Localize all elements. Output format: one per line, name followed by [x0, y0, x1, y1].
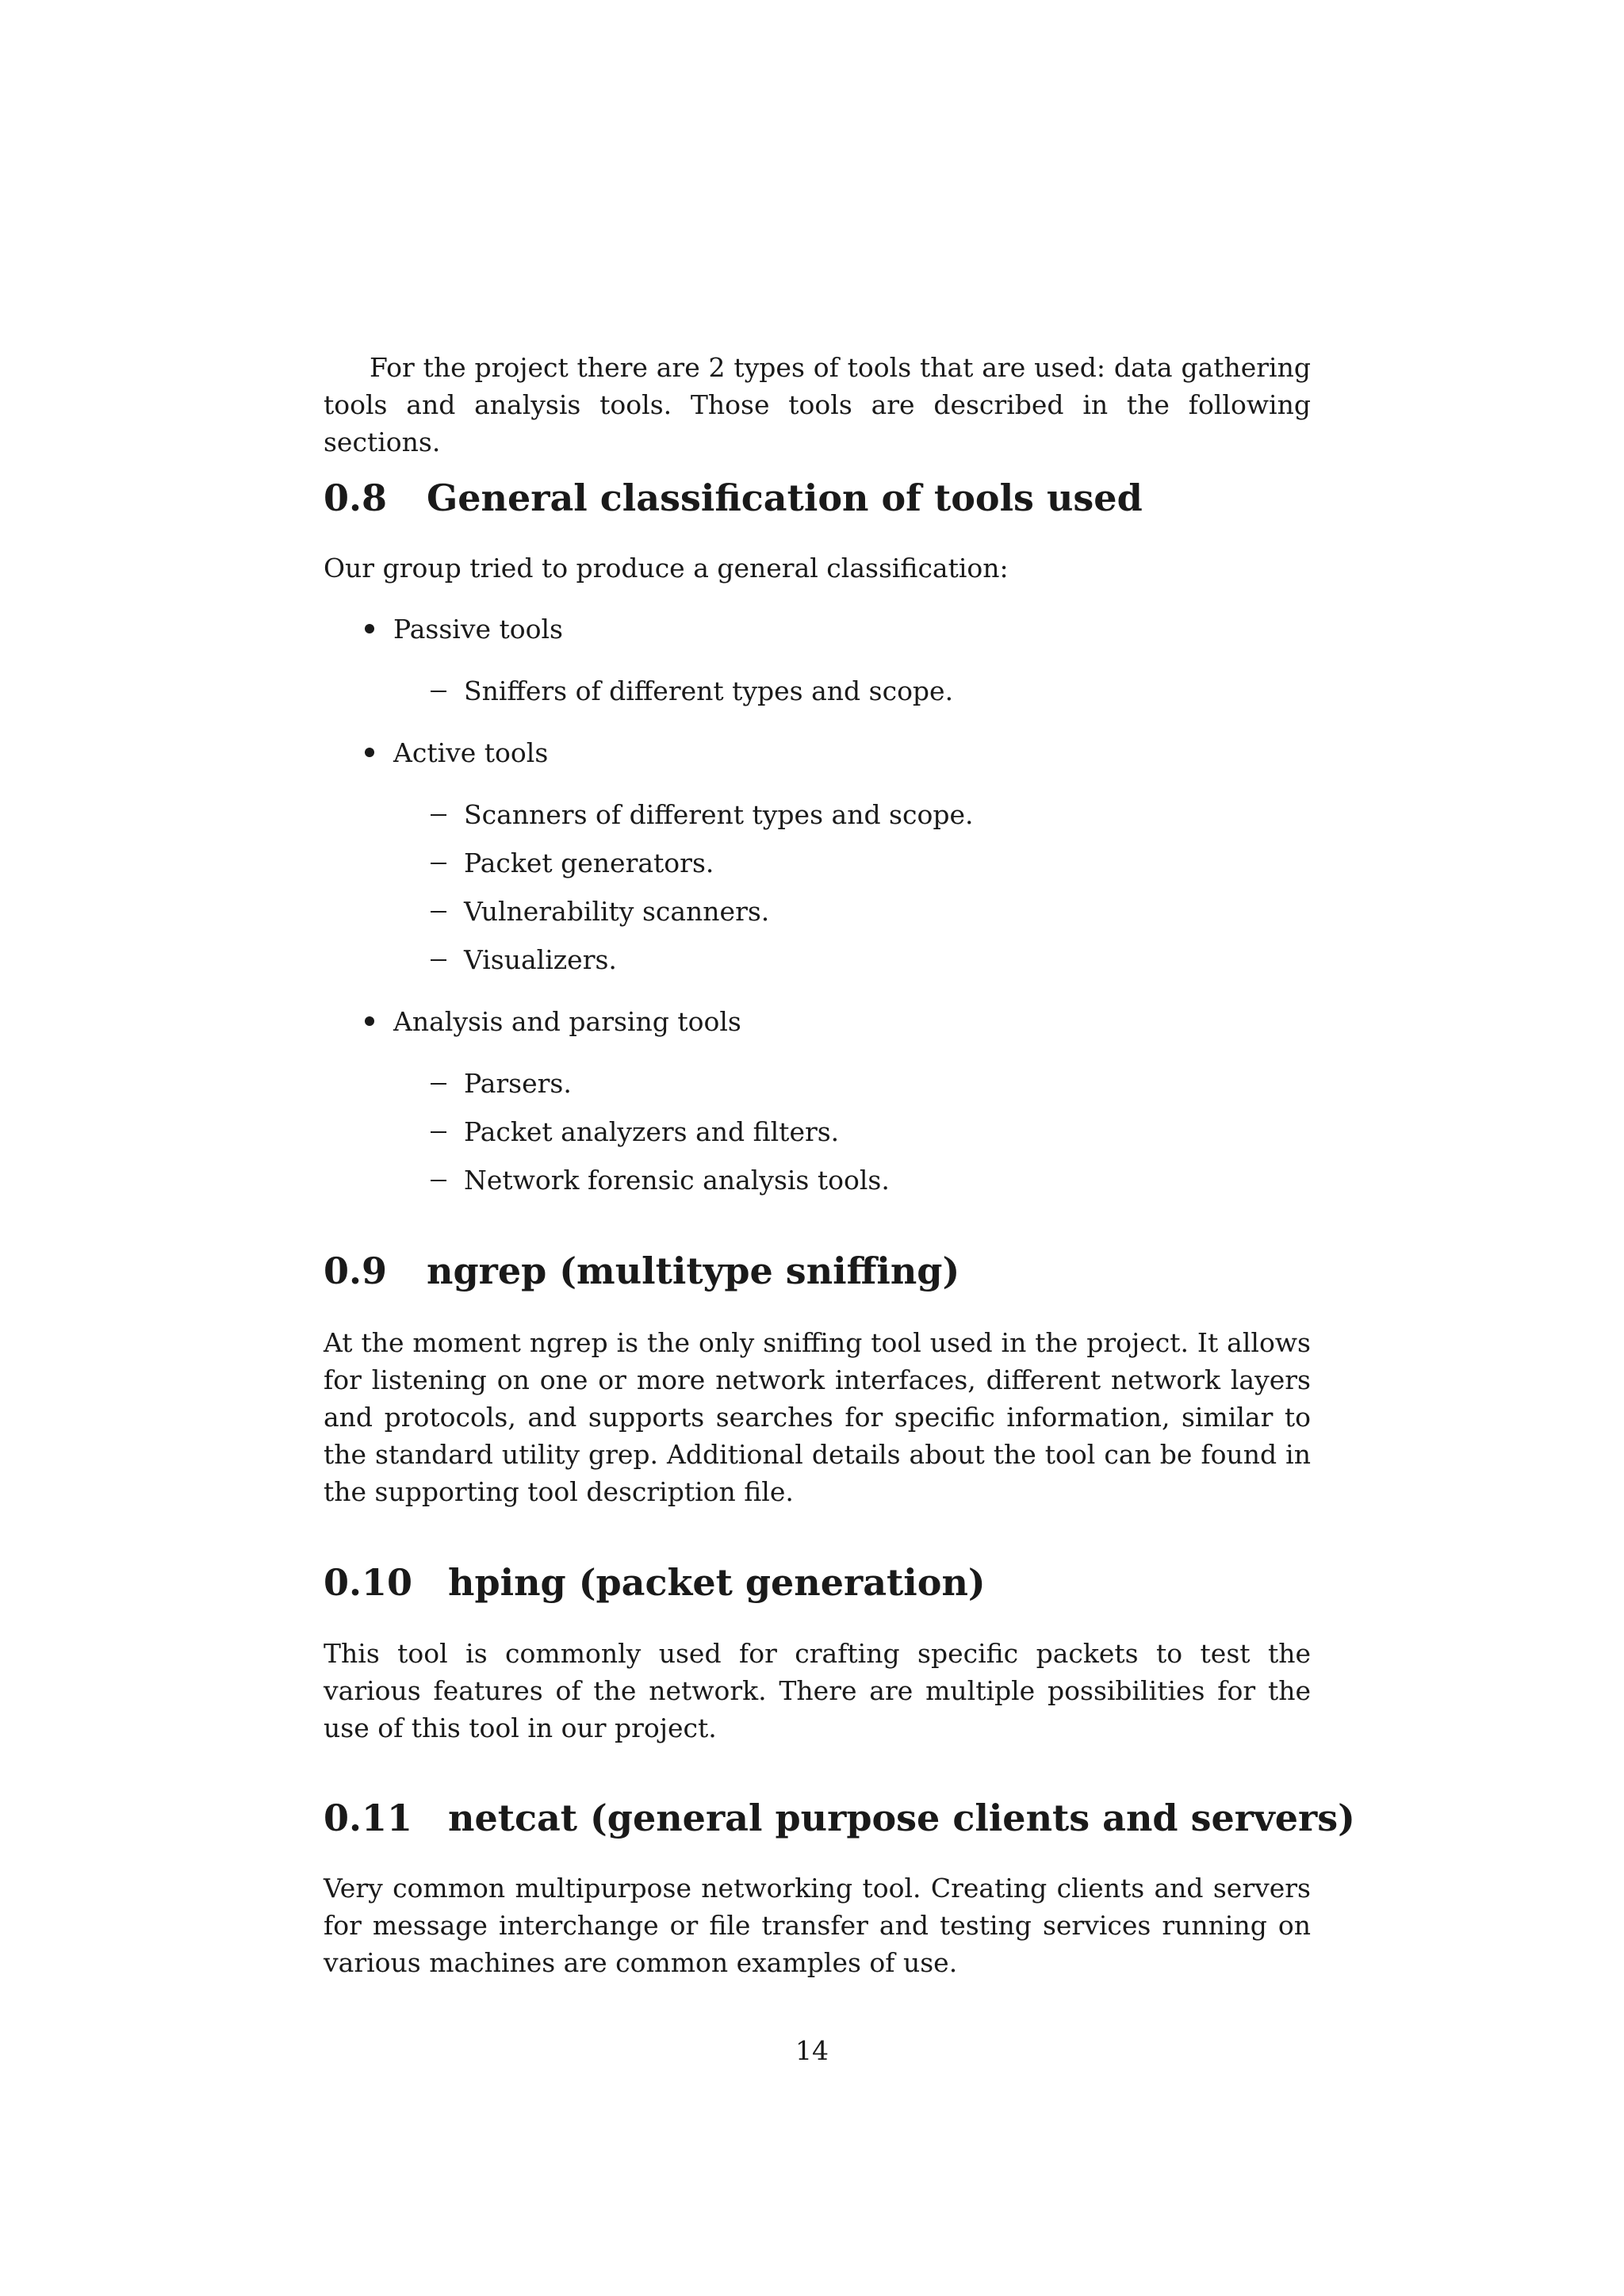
dash-icon — [431, 1083, 446, 1085]
section-number: 0.8 — [324, 476, 388, 519]
section-number: 0.10 — [324, 1561, 413, 1604]
sub-list-item: Packet analyzers and filters. — [431, 1113, 839, 1150]
section-body-0-11: Very common multipurpose networking tool. Creating clients and servers for message interchange or file transfer and testing services running on various machines are common examples of use. — [324, 1873, 1311, 1978]
sub-list-item: Parsers. — [431, 1065, 572, 1102]
intro-paragraph: For the project there are 2 types of tools that are used: data gathering tools and analysis tools. Those tools are described in the following sections. — [324, 352, 1311, 457]
bullet-icon — [365, 748, 374, 757]
section-heading-0-8 — [324, 476, 1143, 520]
section-body-0-9: At the moment ngrep is the only sniffing tool used in the project. It allows for listening on one or more network interfaces, different network layers and protocols, and supports searches for specific information, similar to the standard utility grep. Additional details about the tool can be found in the supporting tool description file. — [324, 1327, 1311, 1507]
section-title: ngrep (multitype sniffing) — [427, 1249, 960, 1292]
dash-icon — [431, 814, 446, 816]
section-number: 0.9 — [324, 1249, 388, 1292]
sub-list-item: Scanners of different types and scope. — [431, 796, 974, 833]
dash-icon — [431, 959, 446, 961]
page-number: 14 — [795, 2035, 829, 2066]
dash-icon — [431, 863, 446, 864]
section-body-0-8: Our group tried to produce a general classification: — [324, 553, 1009, 584]
bullet-icon — [365, 624, 374, 633]
sub-list-item: Sniffers of different types and scope. — [431, 672, 953, 710]
section-heading-0-10 — [324, 1560, 986, 1605]
list-item-label: Passive tools — [393, 614, 563, 645]
sub-list-item: Vulnerability scanners. — [431, 893, 769, 930]
dash-icon — [431, 1180, 446, 1181]
section-body-0-10: This tool is commonly used for crafting specific packets to test the various features of the network. There are multiple possibilities for the use of this tool in our project. — [324, 1638, 1311, 1743]
list-item-active-tools — [365, 734, 548, 771]
section-title: General classification of tools used — [427, 476, 1143, 519]
section-heading-0-9 — [324, 1249, 959, 1293]
sub-list-item: Visualizers. — [431, 941, 617, 978]
list-item-passive-tools — [365, 610, 563, 648]
list-item-analysis-tools — [365, 1003, 741, 1040]
sub-list-item: Packet generators. — [431, 844, 714, 882]
list-item-label: Active tools — [393, 737, 549, 768]
dash-icon — [431, 1131, 446, 1133]
section-heading-0-11 — [324, 1796, 1355, 1840]
list-item-label: Analysis and parsing tools — [393, 1006, 741, 1037]
sub-list-item: Network forensic analysis tools. — [431, 1161, 890, 1199]
section-number: 0.11 — [324, 1797, 413, 1839]
bullet-icon — [365, 1016, 374, 1026]
section-title: netcat (general purpose clients and servers) — [448, 1797, 1355, 1839]
section-title: hping (packet generation) — [448, 1561, 986, 1604]
dash-icon — [431, 911, 446, 913]
dash-icon — [431, 691, 446, 692]
